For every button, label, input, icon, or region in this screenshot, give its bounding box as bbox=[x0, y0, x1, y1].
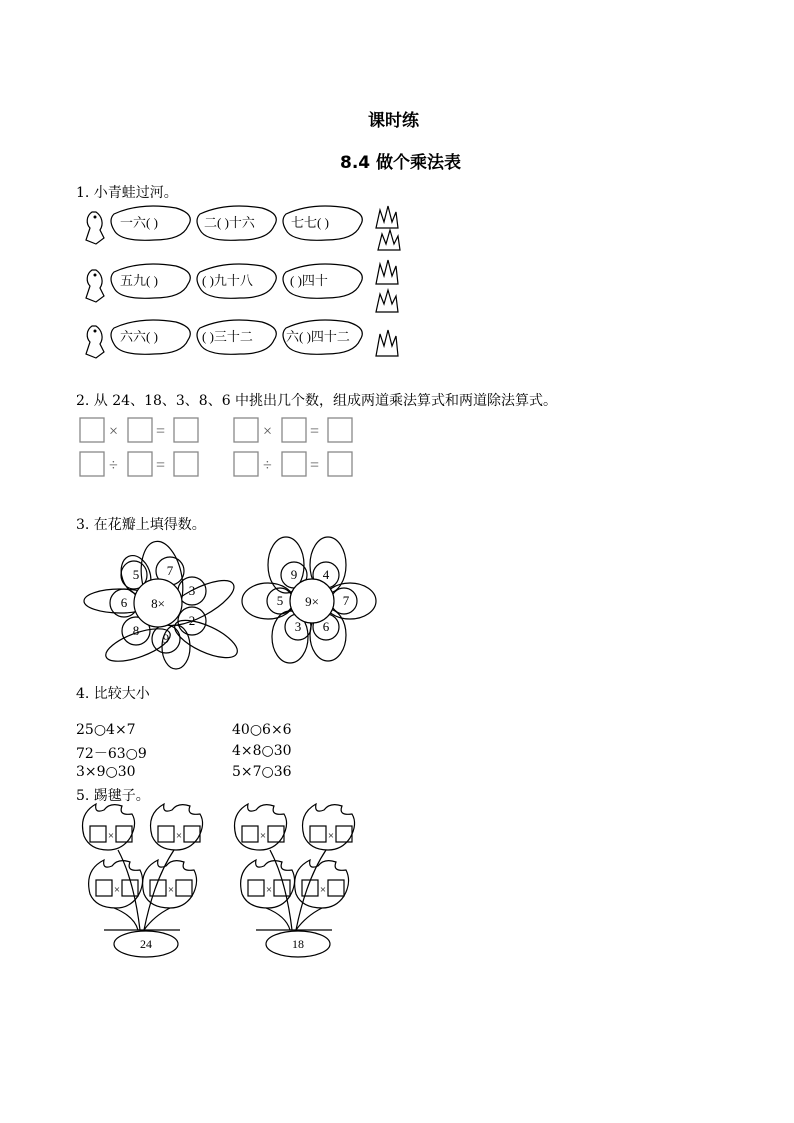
compare-item: 5×7○36 bbox=[232, 764, 292, 780]
times-sign: × bbox=[319, 884, 327, 896]
compare-circle[interactable]: ○ bbox=[261, 743, 274, 759]
petal-number: 8 bbox=[132, 623, 140, 638]
leaf-expression: 六六( ) bbox=[120, 329, 158, 344]
compare-circle[interactable]: ○ bbox=[249, 722, 263, 738]
times-sign: × bbox=[113, 884, 121, 896]
leaf-expression: 五九( ) bbox=[120, 273, 158, 288]
compare-item: 25○4×7 bbox=[76, 722, 136, 738]
compare-item: 3×9○30 bbox=[76, 764, 136, 780]
lesson-title: 8.4 做个乘法表 bbox=[340, 153, 462, 173]
leaf-expression: 一六( ) bbox=[120, 215, 158, 230]
leaf bbox=[111, 206, 190, 240]
leaf-expression: ( )四十 bbox=[290, 273, 328, 288]
times-sign: × bbox=[259, 830, 267, 842]
flower-center: 8× bbox=[151, 596, 165, 611]
answer-box[interactable] bbox=[128, 452, 152, 476]
petal-number: 7 bbox=[166, 563, 174, 578]
answer-box[interactable] bbox=[80, 452, 104, 476]
compare-item: 4×8○30 bbox=[232, 743, 292, 759]
frog-icon bbox=[86, 270, 104, 302]
question-2-label: 2. 从 24、18、3、8、6 中挑出几个数，组成两道乘法算式和两道除法算式。 bbox=[76, 393, 558, 409]
equals-sign: = bbox=[310, 457, 320, 474]
answer-box[interactable] bbox=[96, 880, 112, 896]
multiply-sign: × bbox=[109, 423, 119, 440]
shuttlecock-figure bbox=[74, 800, 374, 965]
leaf bbox=[283, 206, 362, 240]
answer-box[interactable] bbox=[174, 418, 198, 442]
petal-number: 7 bbox=[342, 593, 350, 608]
answer-box[interactable] bbox=[242, 826, 258, 842]
petal-number: 6 bbox=[322, 619, 330, 634]
question-4-label: 4. 比较大小 bbox=[76, 686, 150, 702]
compare-circle[interactable]: ○ bbox=[125, 746, 138, 762]
petal-number: 2 bbox=[188, 613, 196, 628]
leaf bbox=[197, 320, 276, 354]
petal-number: 5 bbox=[132, 567, 140, 582]
leaf-expression: ( )三十二 bbox=[202, 329, 253, 344]
equals-sign: = bbox=[156, 457, 166, 474]
times-sign: × bbox=[327, 830, 335, 842]
page-title: 课时练 bbox=[368, 111, 419, 131]
equals-sign: = bbox=[310, 423, 320, 440]
leaf-expression: 二( )十六 bbox=[204, 215, 255, 230]
frog-icon bbox=[86, 212, 104, 244]
base-total: 18 bbox=[292, 937, 304, 951]
petal-number: 6 bbox=[120, 595, 128, 610]
compare-circle[interactable]: ○ bbox=[105, 764, 118, 780]
leaf bbox=[197, 264, 276, 298]
times-sign: × bbox=[107, 830, 115, 842]
answer-box[interactable] bbox=[122, 880, 138, 896]
divide-sign: ÷ bbox=[263, 457, 272, 474]
answer-box[interactable] bbox=[310, 826, 326, 842]
leaf bbox=[111, 264, 190, 298]
answer-box[interactable] bbox=[328, 418, 352, 442]
frog-icon bbox=[86, 326, 104, 358]
flowers-figure bbox=[80, 535, 380, 675]
leaf bbox=[197, 206, 276, 240]
answer-box[interactable] bbox=[176, 880, 192, 896]
answer-box[interactable] bbox=[80, 418, 104, 442]
times-sign: × bbox=[265, 884, 273, 896]
equation-boxes bbox=[76, 414, 366, 480]
answer-box[interactable] bbox=[274, 880, 290, 896]
leaf-expression: ( )九十八 bbox=[202, 273, 253, 288]
answer-box[interactable] bbox=[234, 418, 258, 442]
answer-box[interactable] bbox=[158, 826, 174, 842]
answer-box[interactable] bbox=[282, 418, 306, 442]
petal-number: 9 bbox=[162, 631, 170, 646]
leaf bbox=[111, 320, 190, 354]
petal-number: 5 bbox=[276, 593, 284, 608]
grass-icon bbox=[376, 206, 400, 356]
multiply-sign: × bbox=[263, 423, 273, 440]
petal-number: 9 bbox=[290, 567, 298, 582]
base-total: 24 bbox=[140, 937, 152, 951]
answer-box[interactable] bbox=[328, 452, 352, 476]
times-sign: × bbox=[175, 830, 183, 842]
compare-circle[interactable]: ○ bbox=[93, 722, 107, 738]
leaf bbox=[283, 320, 362, 354]
times-sign: × bbox=[167, 884, 175, 896]
answer-box[interactable] bbox=[128, 418, 152, 442]
leaf-expression: 七七( ) bbox=[291, 215, 329, 230]
leaf-expression: 六( )四十二 bbox=[286, 329, 350, 344]
compare-item: 40○6×6 bbox=[232, 722, 292, 738]
petal-number: 3 bbox=[188, 583, 196, 598]
answer-box[interactable] bbox=[234, 452, 258, 476]
question-5-label: 5. 踢毽子。 bbox=[76, 788, 150, 804]
answer-box[interactable] bbox=[90, 826, 106, 842]
compare-item: 72－63○9 bbox=[76, 746, 147, 762]
answer-box[interactable] bbox=[248, 880, 264, 896]
answer-box[interactable] bbox=[282, 452, 306, 476]
equals-sign: = bbox=[156, 423, 166, 440]
flower-center: 9× bbox=[305, 594, 319, 609]
divide-sign: ÷ bbox=[109, 457, 118, 474]
petal-number: 4 bbox=[322, 567, 330, 582]
answer-box[interactable] bbox=[174, 452, 198, 476]
question-3-label: 3. 在花瓣上填得数。 bbox=[76, 517, 206, 533]
frog-river-figure bbox=[70, 200, 410, 370]
petal-number: 3 bbox=[294, 619, 302, 634]
question-1-label: 1. 小青蛙过河。 bbox=[76, 185, 178, 201]
leaf bbox=[283, 264, 362, 298]
answer-box[interactable] bbox=[328, 880, 344, 896]
compare-circle[interactable]: ○ bbox=[261, 764, 274, 780]
